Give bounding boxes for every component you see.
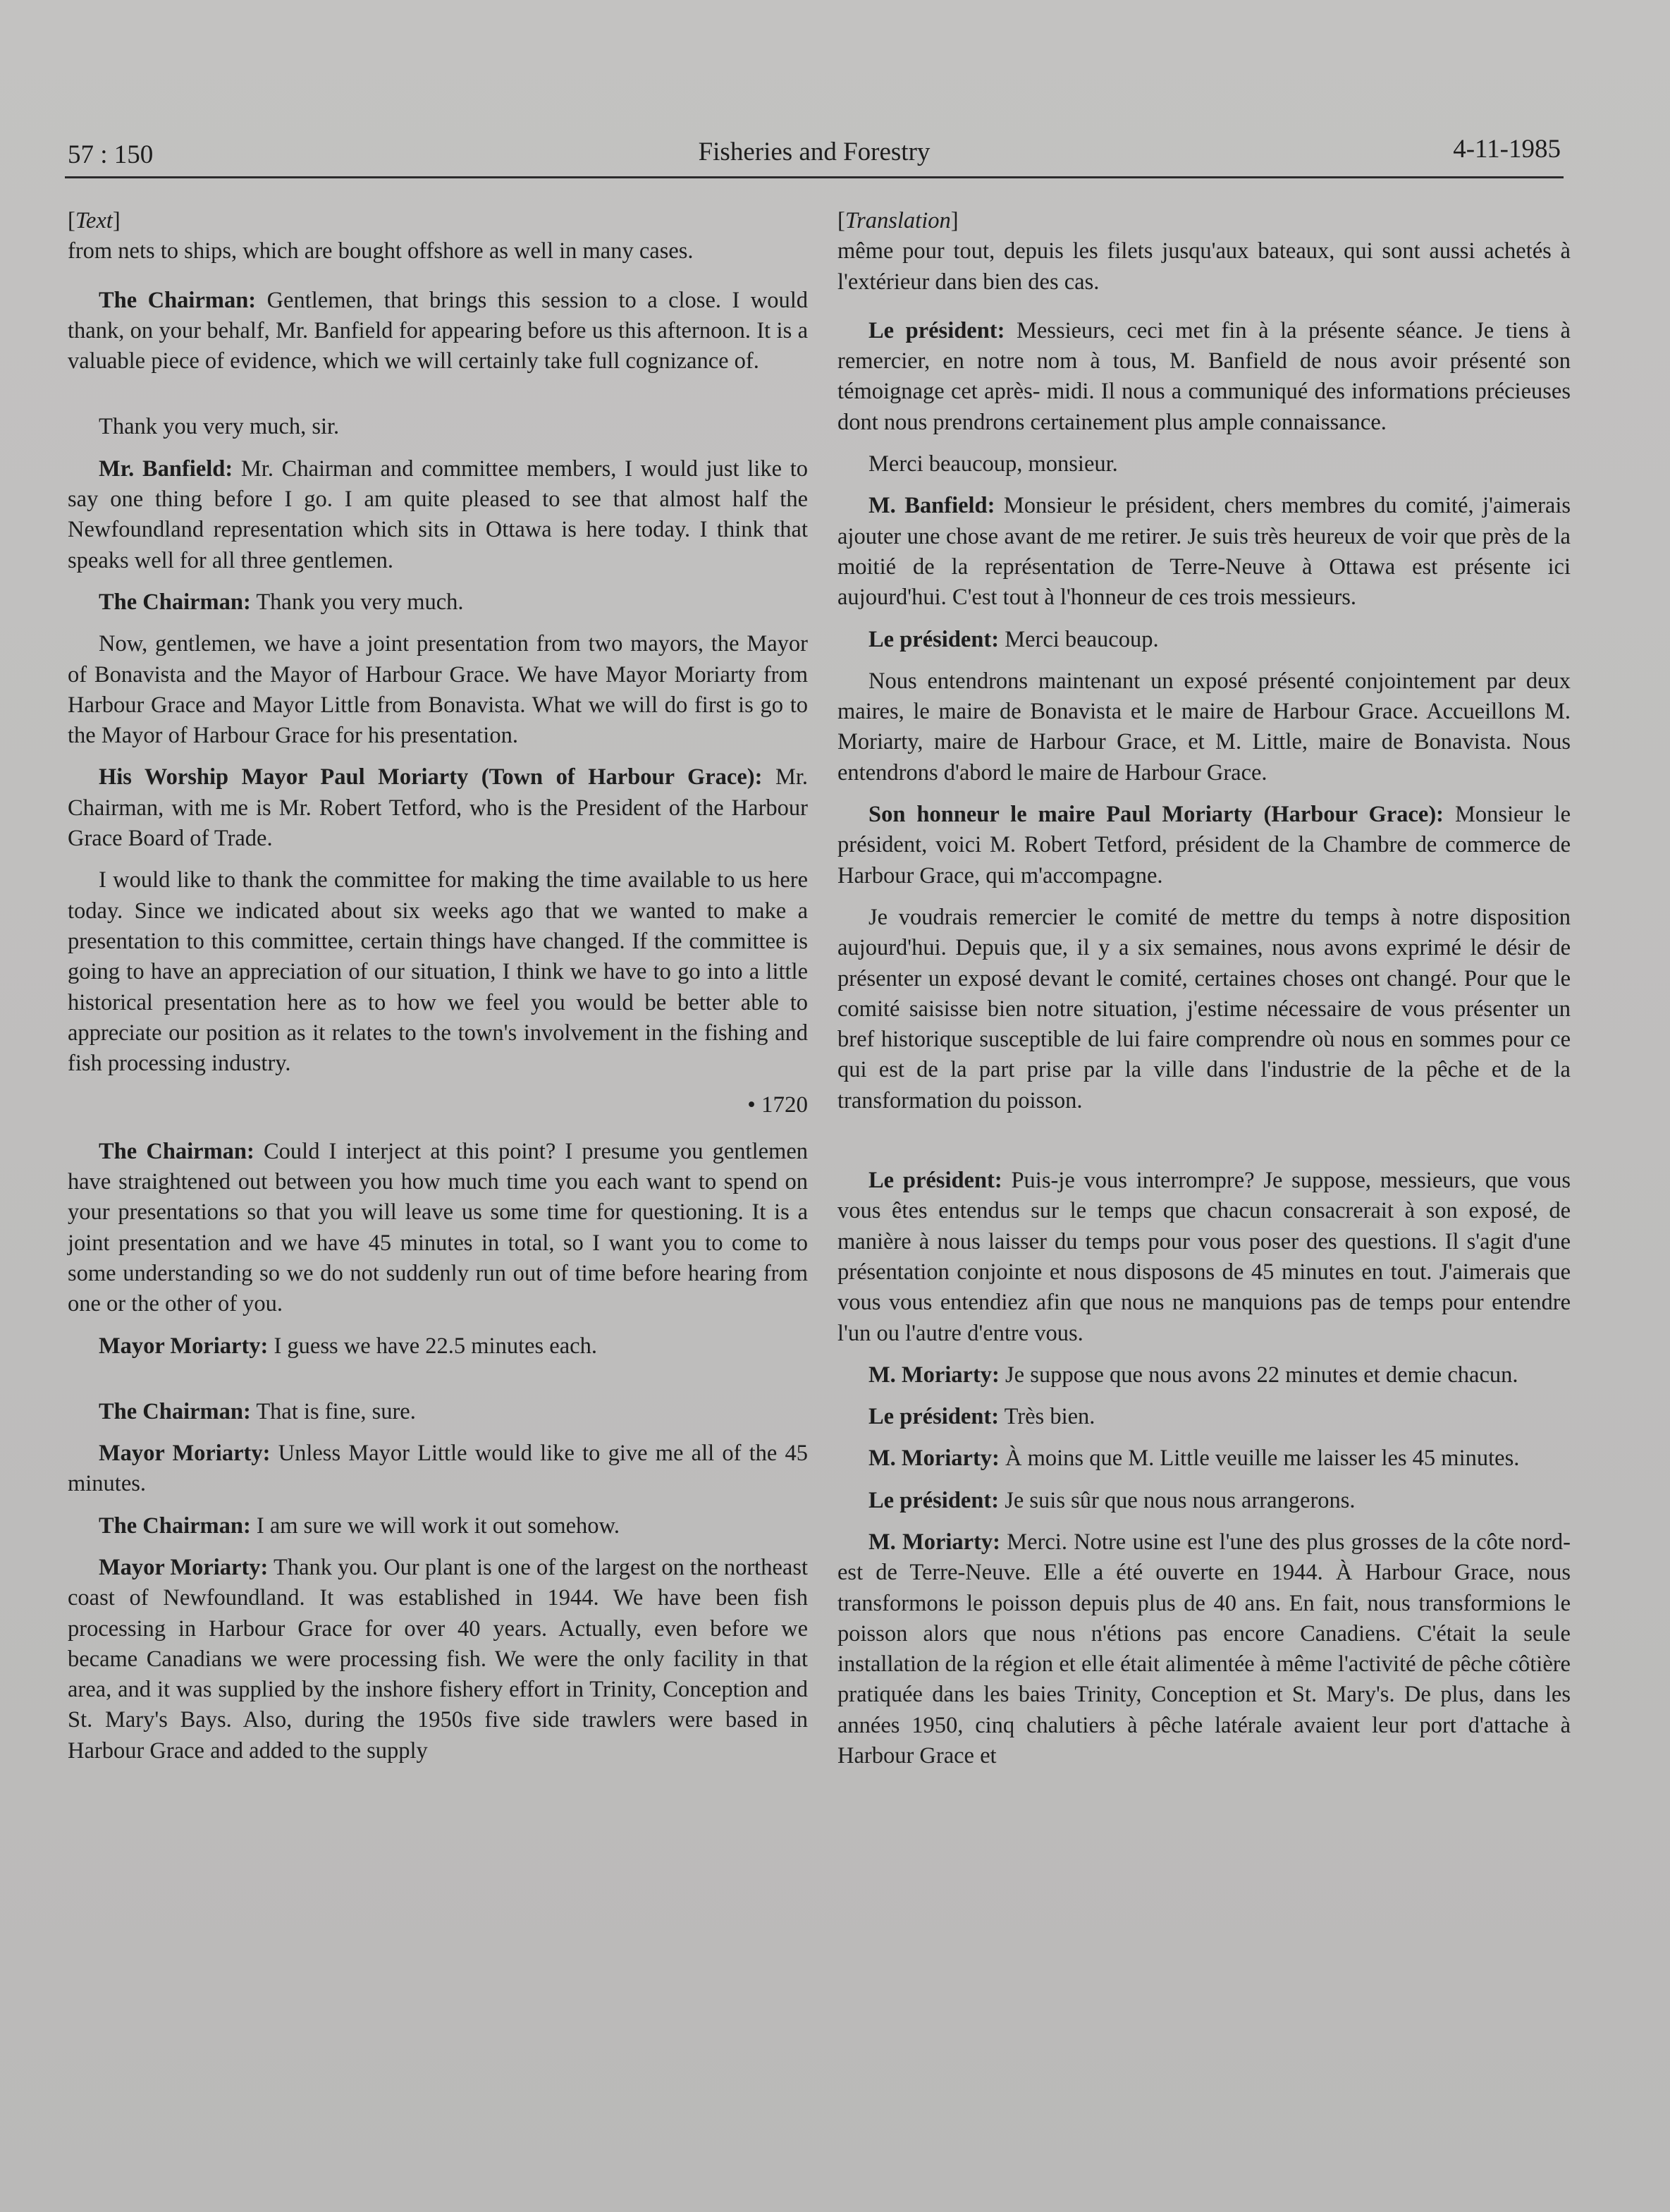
speaker: The Chairman: [99,1398,251,1424]
paragraph: Mayor Moriarty: I guess we have 22.5 minutes each. [99,1333,597,1359]
paragraph: from nets to ships, which are bought offshore as well in many cases. [68,238,694,264]
page-header [65,134,1564,178]
speaker: His Worship Mayor Paul Moriarty (Town of Harbour Grace): [99,764,763,790]
speaker: Mayor Moriarty: [99,1554,269,1580]
speaker: Le président: [868,1168,1002,1194]
paragraph: Mayor Moriarty: Thank you. Our plant is one of the largest on the northeast coast of Newfoundland. It was established in 1944. We have been fish processing in Harbour Grace for over 40 years. Actually, even before we became Canadians we were processing fish. We were the only facility in that area, and it was supplied by the inshore fishery effort in Trinity, Conception and St. Mary's Bays. Also, during the 1950s five side trawlers were based in Harbour Grace and added to the supply [68,1554,808,1764]
paragraph: M. Banfield: Monsieur le président, chers membres du comité, j'aimerais ajouter une chose avant de me retirer. Je suis très heureux de voir que près de la moitié de la représentation de Terre-Neuve à Ottawa est présente ici aujourd'hui. C'est tout à l'honneur de ces trois messieurs. [837,493,1571,611]
speaker: Le président: [868,626,1000,652]
paragraph: M. Moriarty: Je suppose que nous avons 22 minutes et demie chacun. [868,1362,1518,1388]
paragraph: The Chairman: Thank you very much. [99,589,464,615]
paragraph: Thank you very much, sir. [99,414,340,440]
page-number: 57 : 150 [68,140,154,169]
speaker: Le président: [868,317,1005,343]
paragraph: The Chairman: That is fine, sure. [99,1398,416,1424]
paragraph: Mayor Moriarty: Unless Mayor Little would like to give me all of the 45 minutes. [68,1441,808,1497]
paragraph: Le président: Messieurs, ceci met fin à la présente séance. Je tiens à remercier, en notre nom à tous, M. Banfield de nous avoir présenté son témoignage cet après- midi. Il nous a communiqué des informations précieuses dont nous prendrons certainement plus ample connaissance. [837,317,1571,435]
timestamp: • 1720 [747,1092,808,1118]
paragraph: Le président: Très bien. [868,1404,1095,1430]
running-title: Fisheries and Forestry [698,138,931,166]
paragraph: His Worship Mayor Paul Moriarty (Town of Harbour Grace): Mr. Chairman, with me is Mr. Robert Tetford, who is the President of the Harbour Grace Board of Trade. [68,764,809,852]
speaker: The Chairman: [99,1138,254,1164]
speaker: The Chairman: [99,589,251,615]
paragraph: Merci beaucoup, monsieur. [868,451,1118,477]
paragraph: Now, gentlemen, we have a joint presentation from two mayors, the Mayor of Bonavista and the Mayor of Harbour Grace. We have Mayor Moriarty from Harbour Grace and Mayor Little from Bonavista. What we will do first is go to the Mayor of Harbour Grace for his presentation. [68,631,808,749]
speaker: M. Moriarty: [868,1362,1000,1388]
paragraph: The Chairman: I am sure we will work it out somehow. [99,1513,620,1539]
paragraph: I would like to thank the committee for making the time available to us here today. Since we indicated about six weeks ago that we wanted to make a presentation to this committee, certain things have changed. If the committee is going to have an appreciation of our situation, I think we have to go into a little historical presentation here as to how we feel you would be better able to appreciate our position as it relates to the town's involvement in the fishing and fish processing industry. [68,867,808,1077]
paragraph: M. Moriarty: Merci. Notre usine est l'une des plus grosses de la côte nord-est de Terre-Neuve. Elle a été ouverte en 1944. À Harbour Grace, nous transformons le poisson depuis plus de 40 ans. En fait, nous transformions le poisson alors que nous n'étions pas encore Canadiens. C'était la seule installation de la région et elle était alimentée à même l'activité de pêche côtière pratiquée dans les baies Trinity, Conception et St. Mary's. De plus, dans les années 1950, cinq chalutiers à pêche latérale avaient leur port d'attache à Harbour Grace et [837,1529,1571,1769]
paragraph: même pour tout, depuis les filets jusqu'aux bateaux, qui sont aussi achetés à l'extérieur dans bien des cas. [837,238,1571,295]
speaker: M. Banfield: [868,493,995,519]
paragraph: Le président: Merci beaucoup. [868,626,1159,652]
paragraph: Je voudrais remercier le comité de mettre du temps à notre disposition aujourd'hui. Depuis que, il y a six semaines, nous avons exprimé le désir de présenter un exposé devant le comité, certaines choses ont changé. Pour que le comité saisisse bien notre situation, j'estime nécessaire de vous présenter un bref historique susceptible de lui faire comprendre où nous en sommes pour ce qui est de la part prise par la ville dans l'industrie de la pêche et de la transformation du poisson. [837,904,1571,1113]
paragraph: Nous entendrons maintenant un exposé présenté conjointement par deux maires, le maire de Bonavista et le maire de Harbour Grace. Accueillons M. Moriarty, maire de Harbour Grace, et M. Little, maire de Bonavista. Nous entendrons d'abord le maire de Harbour Grace. [837,668,1571,786]
speaker: M. Moriarty: [868,1529,1000,1555]
speaker: Le président: [868,1404,1000,1430]
paragraph: Le président: Puis-je vous interrompre? Je suppose, messieurs, que vous vous êtes entendus sur le temps que chacun consacrerait à son exposé, de manière à nous laisser du temps pour vous poser des questions. Il s'agit d'une présentation conjointe et nous disposons de 45 minutes en tout. J'aimerais que vous vous entendiez afin que nous ne manquions pas de temps pour entendre l'un ou l'autre d'entre vous. [837,1168,1571,1346]
section-tag: [Translation] [837,208,959,233]
speaker: The Chairman: [99,287,257,313]
speaker: M. Moriarty: [868,1446,1000,1472]
french-column [837,206,1571,1783]
paragraph: The Chairman: Could I interject at this point? I presume you gentlemen have straightened out between you how much time you each want to spend on your presentations so that you will leave us some time for questioning. It is a joint presentation and we have 45 minutes in total, so I want you to come to some understanding so we do not suddenly run out of time before hearing from one or the other of you. [68,1138,808,1317]
paragraph: The Chairman: Gentlemen, that brings this session to a close. I would thank, on your behalf, Mr. Banfield for appearing before us this afternoon. It is a valuable piece of evidence, which we will certainly take full cognizance of. [68,287,808,374]
speaker: Le président: [868,1487,1000,1513]
speaker: Mayor Moriarty: [99,1333,269,1359]
page-date: 4-11-1985 [1453,135,1561,164]
paragraph: Mr. Banfield: Mr. Chairman and committee members, I would just like to say one thing before I go. I am quite pleased to see that almost half the Newfoundland representation which sits in Ottawa is here today. I think that speaks well for all three gentlemen. [68,456,808,573]
section-tag: [Text] [68,208,121,233]
speaker: The Chairman: [99,1513,251,1539]
speaker: Son honneur le maire Paul Moriarty (Harbour Grace): [868,802,1444,828]
speaker: Mr. Banfield: [99,456,233,482]
speaker: Mayor Moriarty: [99,1441,271,1467]
english-column [68,206,808,1778]
paragraph: Le président: Je suis sûr que nous nous arrangerons. [868,1487,1356,1513]
paragraph: Son honneur le maire Paul Moriarty (Harbour Grace): Monsieur le président, voici M. Robert Tetford, président de la Chambre de commerce de Harbour Grace, qui m'accompagne. [837,802,1571,888]
paragraph: M. Moriarty: À moins que M. Little veuille me laisser les 45 minutes. [868,1446,1520,1472]
